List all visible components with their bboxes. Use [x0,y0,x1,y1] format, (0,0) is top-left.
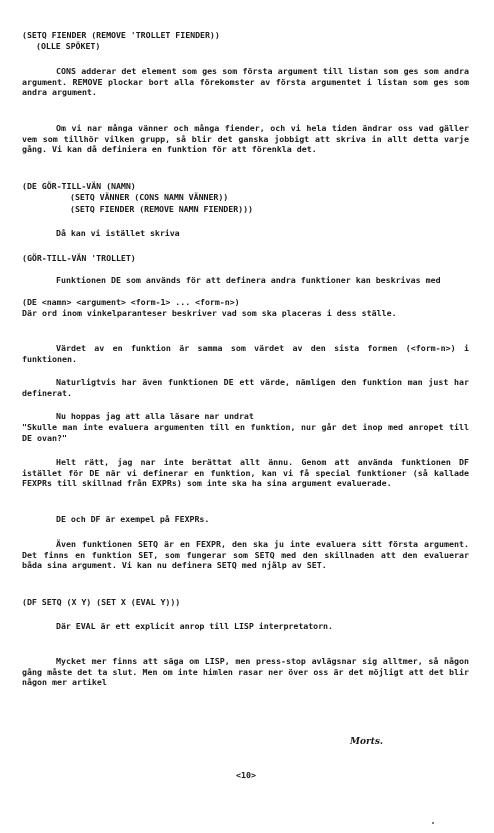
code-line-de-syntax: (DE <namn> <argument> <form-1> ... <form-n>) [22,297,240,307]
code-line-olle-spoket: (OLLE SPÖKET) [36,41,101,51]
text-line-de-och-df: DE och DF är exempel på FEXPRs. [56,514,210,524]
author-signature: Morts. [350,737,384,747]
page-number: <10> [236,770,256,780]
paragraph-helt-ratt: Helt rätt, jag nar inte berättat allt ännu. Genom att använda funktionen DF istället för DE när vi definerar en funktion, kan vi få special funktioner (så kallade FEXPRs till skillnad från EXPRs) som inte ska ha sina argument evaluerade. [22,457,469,489]
code-line-setq-vanner: (SETQ VÄNNER (CONS NAMN VÄNNER)) [70,192,229,202]
paragraph-aven-setq: Även funktionen SETQ är en FEXPR, den ska ju inte evaluera sitt första argument. Det finns en funktion SET, som fungerar som SETQ med den skillnaden att den evaluerar båda sina argument. Vi kan nu definera SETQ med nj̈älp av SET. [22,539,469,571]
code-line-de-gor-till-van: (DE GÖR-TILL-VÄN (NAMN) [22,181,136,191]
paragraph-mycket-mer: Mycket mer finns att säga om LISP, men press-stop avlägsnar sig alltmer, så någon gång måste det ta slut. Men om inte himlen rasar ner över oss är det möjligt att det blir någon mer artikel [22,656,469,688]
text-line-da-kan-vi: Då kan vi istället skriva [56,228,180,238]
paragraph-vinkelparanteser: Där ord inom vinkelparanteser beskriver vad som ska placeras i dess ställe. [22,308,397,318]
paragraph-cons-remove: CONS adderar det element som ges som första argument till listan som ges som andra argument. REMOVE plockar bort alla förekomster av första argumentet i listan som ges som andra argument. [22,66,469,98]
text-line-eval-explicit: Där EVAL är ett explicit anrop till LISP interpretatorn. [56,621,333,631]
code-line-df-setq: (DF SETQ (X Y) (SET X (EVAL Y))) [22,597,181,607]
paragraph-many-friends: Om vi nar många vänner och många fiender, och vi hela tiden ändrar oss vad gäller vem som tillhör vilken grupp, så blir det ganska jobbigt att skriva in allt detta varje gång. Vi kan då definiera en funktion för att förenkla det. [22,123,469,155]
code-line-setq-fiender: (SETQ FIENDER (REMOVE 'TROLLET FIENDER)) [22,30,220,40]
paragraph-vardet-av-funktion: Värdet av en funktion är samma som värdet av den sista formen (<form-n>) i funktionen. [22,343,469,364]
code-line-setq-fiender-remove: (SETQ FIENDER (REMOVE NAMN FIENDER))) [70,204,253,214]
scan-speck [432,822,434,824]
paragraph-naturligtvis: Naturligtvis har även funktionen DE ett värde, nämligen den funktion man just har definerat. [22,377,469,398]
paragraph-funktionen-de: Funktionen DE som används för att definera andra funktioner kan beskrivas med [56,275,441,285]
code-line-gor-till-van-trollet: (GÖR-TILL-VÄN 'TROLLET) [22,253,136,263]
text-line-nu-hoppas-jag: Nu hoppas jag att alla läsare nar undrat [56,411,254,421]
paragraph-quoted-question: "Skulle man inte evaluera argumenten till en funktion, nur går det inop med anropet till DE ovan?" [22,422,469,443]
